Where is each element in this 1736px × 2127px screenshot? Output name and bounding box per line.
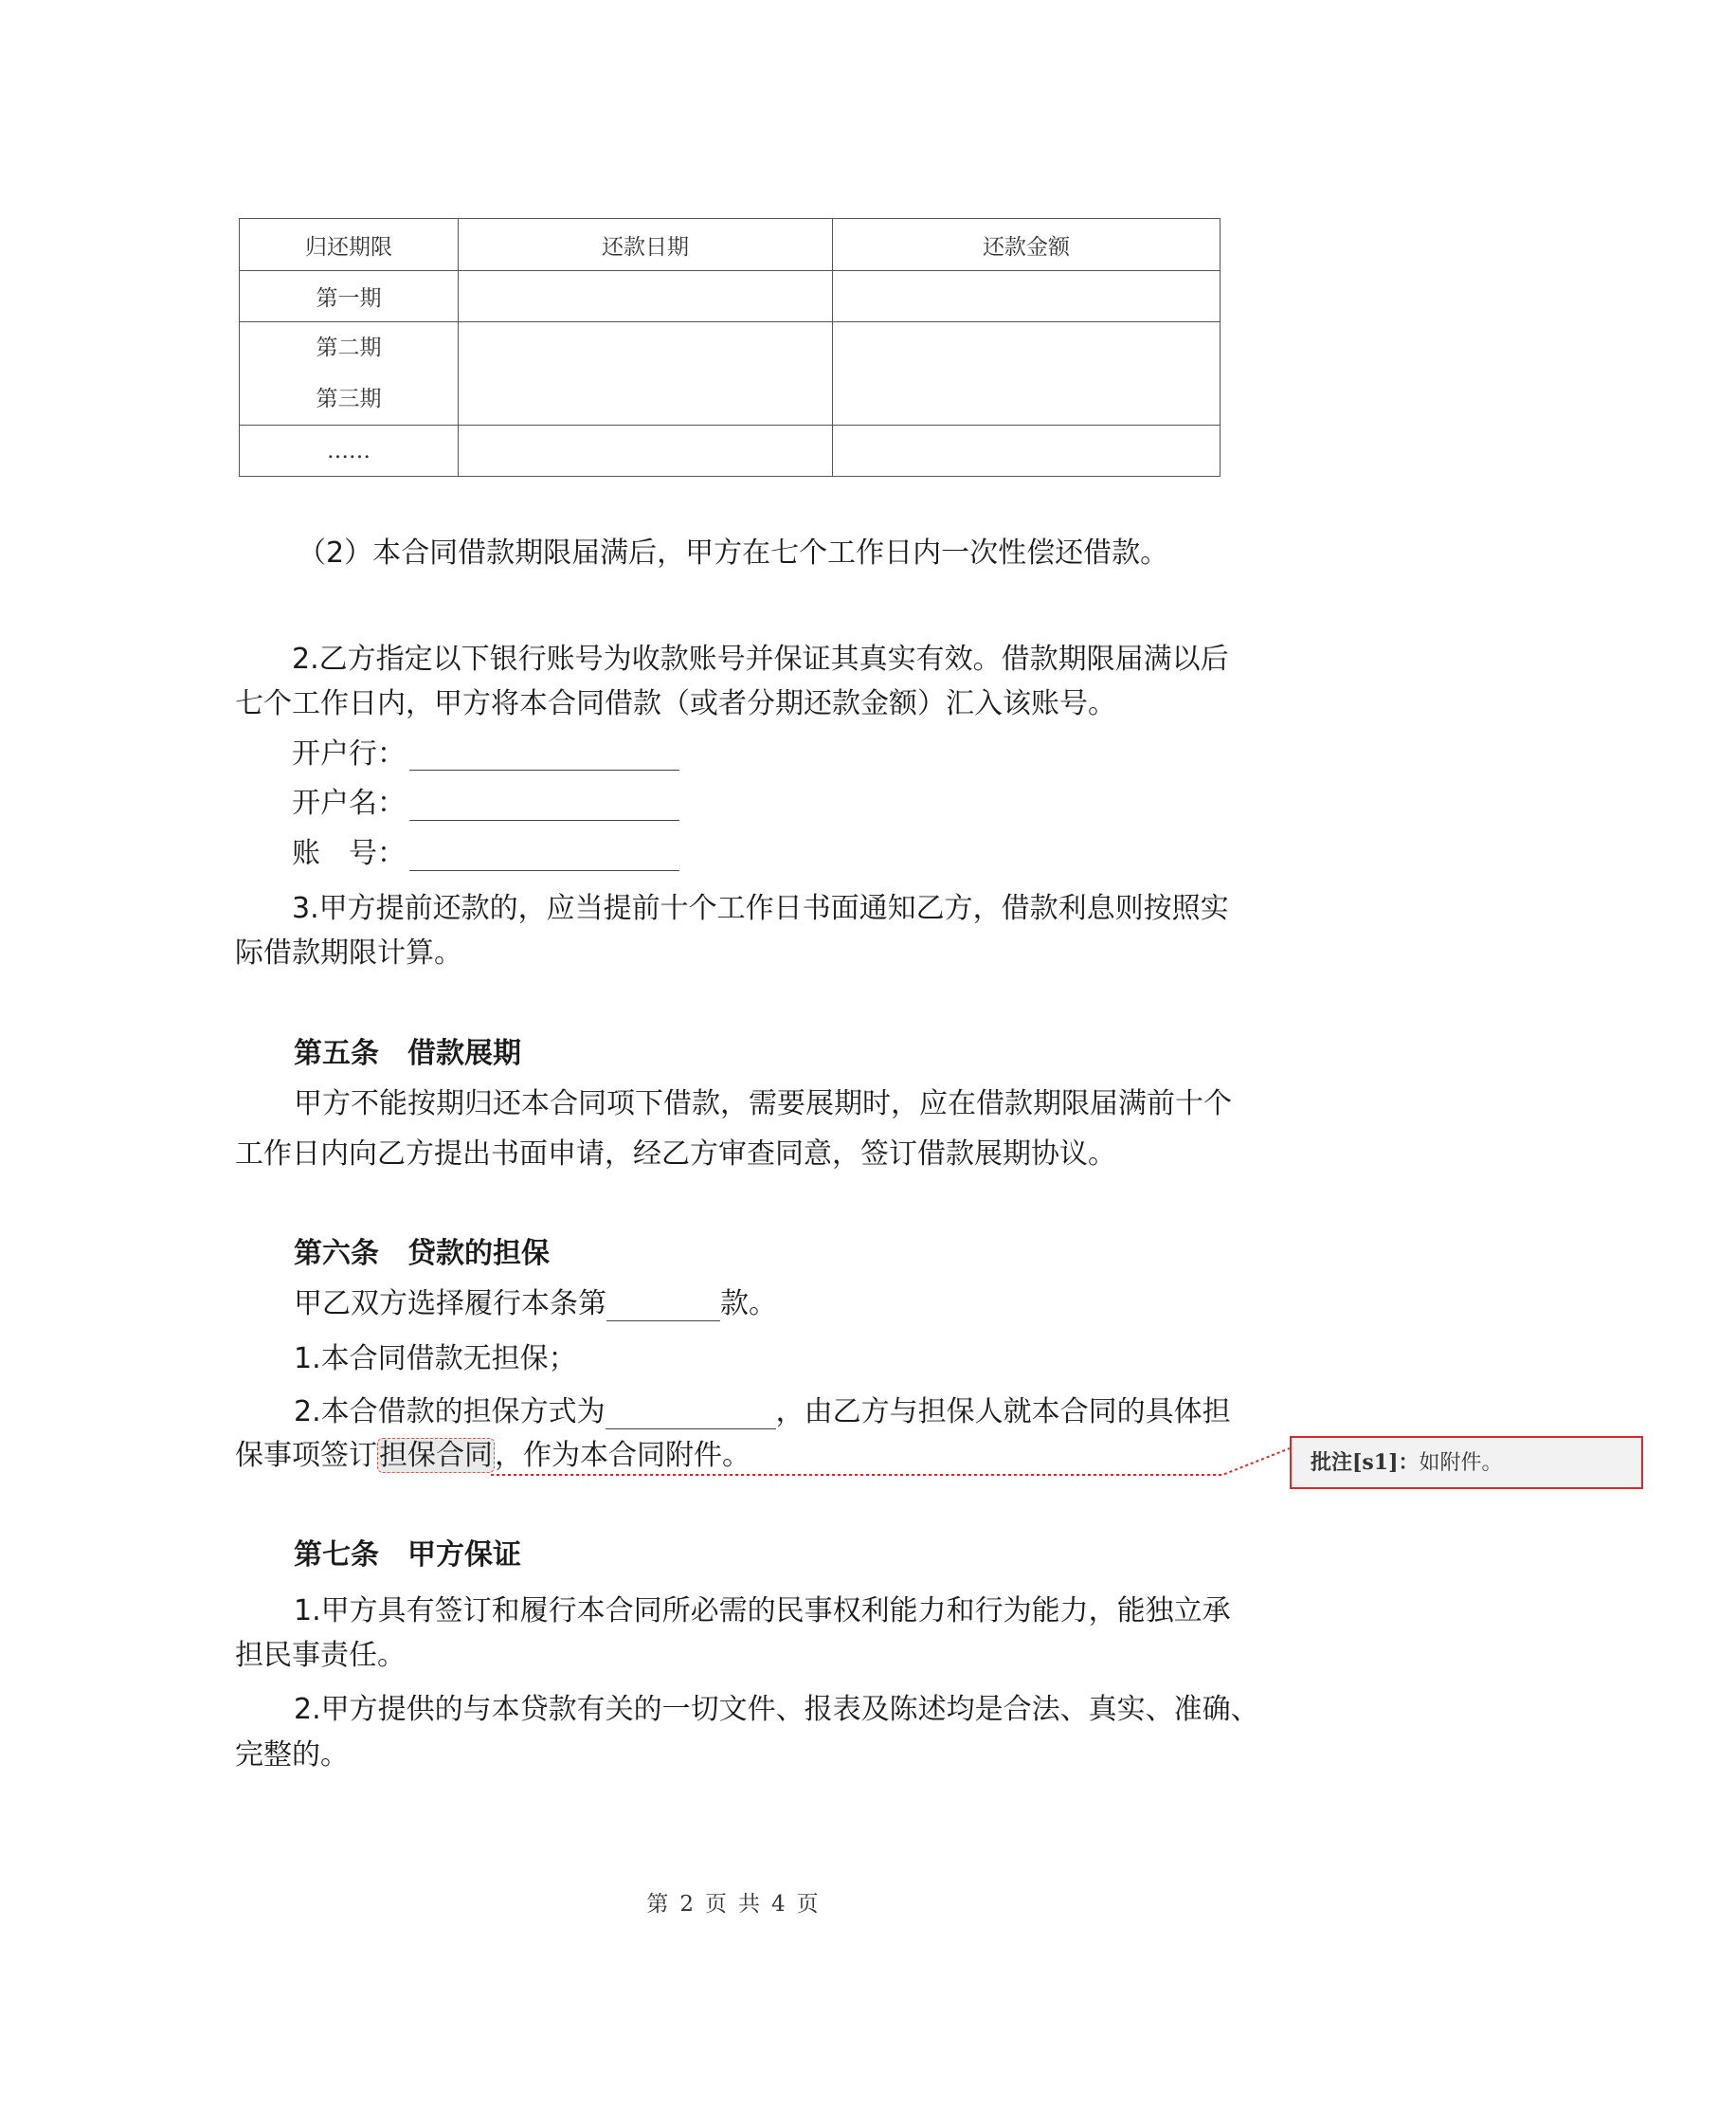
article-5-line1: 甲方不能按期归还本合同项下借款，需要展期时，应在借款期限届满前十个 bbox=[294, 1087, 1232, 1120]
term-cell: …… bbox=[240, 426, 459, 477]
header-repay-amount: 还款金额 bbox=[833, 219, 1221, 271]
item2-end: ，作为本合同附件。 bbox=[495, 1439, 750, 1472]
article-6-title: 第六条 贷款的担保 bbox=[294, 1237, 550, 1270]
item2-text: 保事项签订 bbox=[235, 1439, 377, 1472]
term-label: 第二期 bbox=[316, 336, 382, 360]
clause-4-3-line1: 3.甲方提前还款的，应当提前十个工作日书面通知乙方，借款利息则按照实 bbox=[292, 892, 1229, 925]
article-7-item2-line2: 完整的。 bbox=[235, 1738, 349, 1772]
clause-4-2-line1: 2.乙方指定以下银行账号为收款账号并保证其真实有效。借款期限届满以后 bbox=[292, 643, 1229, 676]
commented-text-highlight[interactable]: 担保合同 bbox=[379, 1439, 493, 1472]
article-7-title: 第七条 甲方保证 bbox=[294, 1538, 521, 1572]
clause-4-2-line2: 七个工作日内，甲方将本合同借款（或者分期还款金额）汇入该账号。 bbox=[235, 687, 1116, 720]
item2-suffix: ，由乙方与担保人就本合同的具体担 bbox=[775, 1395, 1231, 1428]
header-term: 归还期限 bbox=[240, 219, 459, 271]
account-name-label: 开户名： bbox=[292, 787, 406, 820]
clause-4-1-2: （2）本合同借款期限届满后，甲方在七个工作日内一次性偿还借款。 bbox=[298, 536, 1169, 570]
clause-4-3-line2: 际借款期限计算。 bbox=[235, 936, 462, 970]
account-number-label: 账 号： bbox=[292, 837, 406, 870]
article-7-item2-line1: 2.甲方提供的与本贷款有关的一切文件、报表及陈述均是合法、真实、准确、 bbox=[294, 1693, 1259, 1726]
article-7-item1-line2: 担民事责任。 bbox=[235, 1639, 406, 1672]
comment-label: 批注[s1]： bbox=[1311, 1450, 1420, 1475]
header-repay-date: 还款日期 bbox=[459, 219, 833, 271]
footer-word: 页 bbox=[796, 1892, 819, 1917]
choose-suffix: 款。 bbox=[720, 1287, 777, 1320]
article-5-title: 第五条 借款展期 bbox=[294, 1037, 521, 1070]
footer-word: 第 bbox=[646, 1892, 669, 1917]
current-page-number: 2 bbox=[679, 1892, 694, 1917]
term-label: 第三期 bbox=[316, 387, 382, 411]
comment-balloon[interactable] bbox=[1290, 1436, 1643, 1489]
comment-text: 如附件。 bbox=[1419, 1451, 1503, 1475]
article-7-item1-line1: 1.甲方具有签订和履行本合同所必需的民事权利能力和行为能力，能独立承 bbox=[294, 1594, 1231, 1627]
item2-prefix: 2.本合借款的担保方式为 bbox=[294, 1395, 606, 1428]
choose-prefix: 甲乙双方选择履行本条第 bbox=[294, 1287, 606, 1320]
footer-word: 共 bbox=[738, 1892, 760, 1917]
bank-name-label: 开户行： bbox=[292, 737, 406, 771]
page-footer bbox=[0, 1886, 1465, 1918]
article-6-item1: 1.本合同借款无担保； bbox=[294, 1342, 577, 1375]
term-cell: 第一期 bbox=[240, 271, 459, 322]
footer-word: 页 bbox=[705, 1892, 727, 1917]
article-5-line2: 工作日内向乙方提出书面申请，经乙方审查同意，签订借款展期协议。 bbox=[235, 1137, 1116, 1171]
total-pages-number: 4 bbox=[771, 1892, 786, 1917]
